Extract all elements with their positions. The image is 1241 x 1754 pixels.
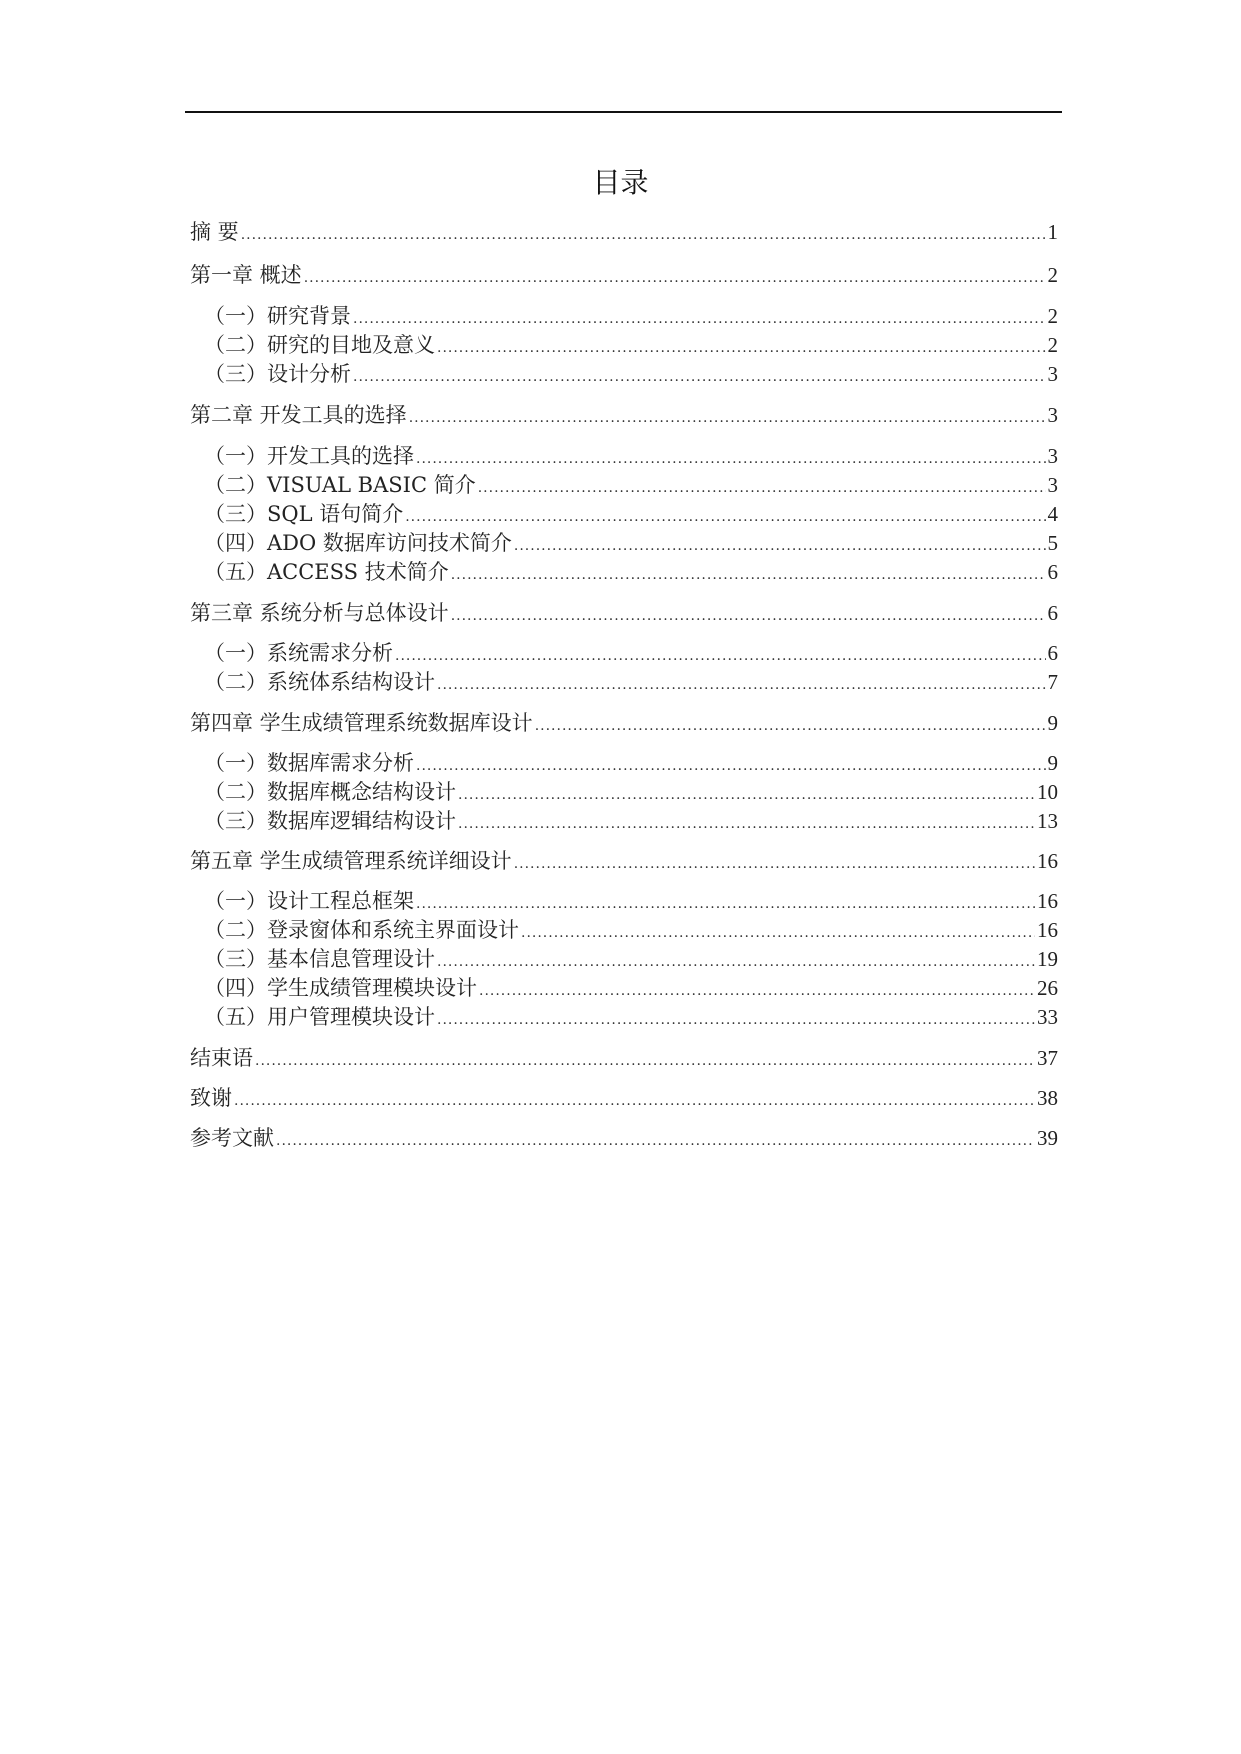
- toc-dot-leader: [234, 1086, 1035, 1116]
- toc-entry[interactable]: [190, 260, 1058, 290]
- toc-entry-label: 摘 要: [190, 220, 239, 244]
- toc-entry-label: 参考文献: [190, 1126, 274, 1150]
- toc-dot-leader: [451, 560, 1046, 590]
- toc-entry[interactable]: [190, 846, 1058, 876]
- toc-dot-leader: [255, 1046, 1035, 1076]
- toc-entry[interactable]: [204, 330, 1058, 360]
- toc-entry-page-number: 9: [1047, 711, 1058, 735]
- toc-entry-label: 第一章 概述: [190, 263, 302, 287]
- toc-entry[interactable]: [204, 667, 1058, 697]
- toc-dot-leader: [241, 220, 1046, 250]
- toc-entry-page-number: 26: [1037, 976, 1058, 1000]
- toc-entry-label: （一）开发工具的选择: [204, 444, 414, 468]
- toc-entry-label: （三）设计分析: [204, 362, 351, 386]
- toc-dot-leader: [276, 1126, 1035, 1156]
- toc-entry[interactable]: [190, 708, 1058, 738]
- toc-entry-page-number: 37: [1037, 1046, 1058, 1070]
- toc-entry-page-number: 38: [1037, 1086, 1058, 1110]
- toc-entry[interactable]: [204, 499, 1058, 529]
- toc-dot-leader: [535, 711, 1046, 741]
- toc-entry[interactable]: [204, 557, 1058, 587]
- toc-entry-page-number: 6: [1047, 560, 1058, 584]
- toc-entry-page-number: 3: [1047, 403, 1058, 427]
- toc-entry-page-number: 1: [1047, 220, 1058, 244]
- toc-entry-page-number: 16: [1037, 889, 1058, 913]
- toc-entry-label: 第四章 学生成绩管理系统数据库设计: [190, 711, 533, 735]
- toc-entry-page-number: 7: [1047, 670, 1058, 694]
- toc-entry-label: （三）SQL 语句简介: [204, 502, 404, 526]
- toc-entry[interactable]: [204, 441, 1058, 471]
- toc-entry[interactable]: [190, 598, 1058, 628]
- toc-entry-label: （二）研究的目地及意义: [204, 333, 435, 357]
- toc-entry-label: （一）系统需求分析: [204, 641, 393, 665]
- toc-entry-page-number: 6: [1047, 641, 1058, 665]
- toc-entry[interactable]: [204, 470, 1058, 500]
- toc-entry-label: 第五章 学生成绩管理系统详细设计: [190, 849, 512, 873]
- toc-entry-page-number: 2: [1047, 304, 1058, 328]
- toc-entry-label: （三）基本信息管理设计: [204, 947, 435, 971]
- toc-entry-label: （一）设计工程总框架: [204, 889, 414, 913]
- toc-entry[interactable]: [204, 944, 1058, 974]
- toc-entry[interactable]: [190, 217, 1058, 247]
- toc-entry-label: （一）研究背景: [204, 304, 351, 328]
- toc-entry-label: 第三章 系统分析与总体设计: [190, 601, 449, 625]
- toc-entry[interactable]: [190, 1083, 1058, 1113]
- toc-entry-page-number: 3: [1047, 444, 1058, 468]
- toc-entry[interactable]: [204, 528, 1058, 558]
- toc-entry[interactable]: [190, 1123, 1058, 1153]
- toc-entry[interactable]: [190, 400, 1058, 430]
- toc-entry-page-number: 3: [1047, 473, 1058, 497]
- header-rule: [185, 111, 1062, 113]
- toc-entry-label: （二）VISUAL BASIC 简介: [204, 473, 476, 497]
- toc-dot-leader: [437, 1005, 1035, 1035]
- toc-entry-page-number: 16: [1037, 849, 1058, 873]
- toc-entry-page-number: 19: [1037, 947, 1058, 971]
- toc-entry-label: 第二章 开发工具的选择: [190, 403, 407, 427]
- toc-entry-label: （一）数据库需求分析: [204, 751, 414, 775]
- toc-entry-label: （二）系统体系结构设计: [204, 670, 435, 694]
- toc-entry-page-number: 16: [1037, 918, 1058, 942]
- toc-entry[interactable]: [204, 806, 1058, 836]
- toc-entry-label: （三）数据库逻辑结构设计: [204, 809, 456, 833]
- toc-entry-page-number: 10: [1037, 780, 1058, 804]
- toc-entry-label: （二）登录窗体和系统主界面设计: [204, 918, 519, 942]
- toc-dot-leader: [304, 263, 1046, 293]
- toc-entry[interactable]: [204, 301, 1058, 331]
- toc-entry[interactable]: [204, 886, 1058, 916]
- toc-entry[interactable]: [204, 973, 1058, 1003]
- toc-entry-page-number: 33: [1037, 1005, 1058, 1029]
- toc-entry[interactable]: [190, 1043, 1058, 1073]
- toc-entry-page-number: 2: [1047, 333, 1058, 357]
- toc-dot-leader: [451, 601, 1046, 631]
- toc-entry[interactable]: [204, 777, 1058, 807]
- toc-entry-label: （五）用户管理模块设计: [204, 1005, 435, 1029]
- toc-dot-leader: [514, 849, 1035, 879]
- toc-entry-label: （四）ADO 数据库访问技术简介: [204, 531, 512, 555]
- toc-entry-page-number: 4: [1047, 502, 1058, 526]
- toc-dot-leader: [437, 670, 1046, 700]
- toc-entry-label: （五）ACCESS 技术简介: [204, 560, 449, 584]
- toc-entry-label: 结束语: [190, 1046, 253, 1070]
- toc-entry[interactable]: [204, 1002, 1058, 1032]
- toc-dot-leader: [353, 362, 1046, 392]
- toc-entry[interactable]: [204, 638, 1058, 668]
- toc-entry-label: 致谢: [190, 1086, 232, 1110]
- toc-entry-page-number: 3: [1047, 362, 1058, 386]
- toc-title: 目录: [592, 166, 649, 199]
- toc-entry[interactable]: [204, 748, 1058, 778]
- toc-entry-page-number: 9: [1047, 751, 1058, 775]
- toc-entry-page-number: 2: [1047, 263, 1058, 287]
- toc-entry-label: （二）数据库概念结构设计: [204, 780, 456, 804]
- toc-entry-page-number: 13: [1037, 809, 1058, 833]
- toc-entry-page-number: 39: [1037, 1126, 1058, 1150]
- toc-dot-leader: [458, 809, 1035, 839]
- toc-entry[interactable]: [204, 915, 1058, 945]
- toc-entry-page-number: 6: [1047, 601, 1058, 625]
- toc-dot-leader: [409, 403, 1046, 433]
- toc-entry-page-number: 5: [1047, 531, 1058, 555]
- toc-entry[interactable]: [204, 359, 1058, 389]
- toc-entry-label: （四）学生成绩管理模块设计: [204, 976, 477, 1000]
